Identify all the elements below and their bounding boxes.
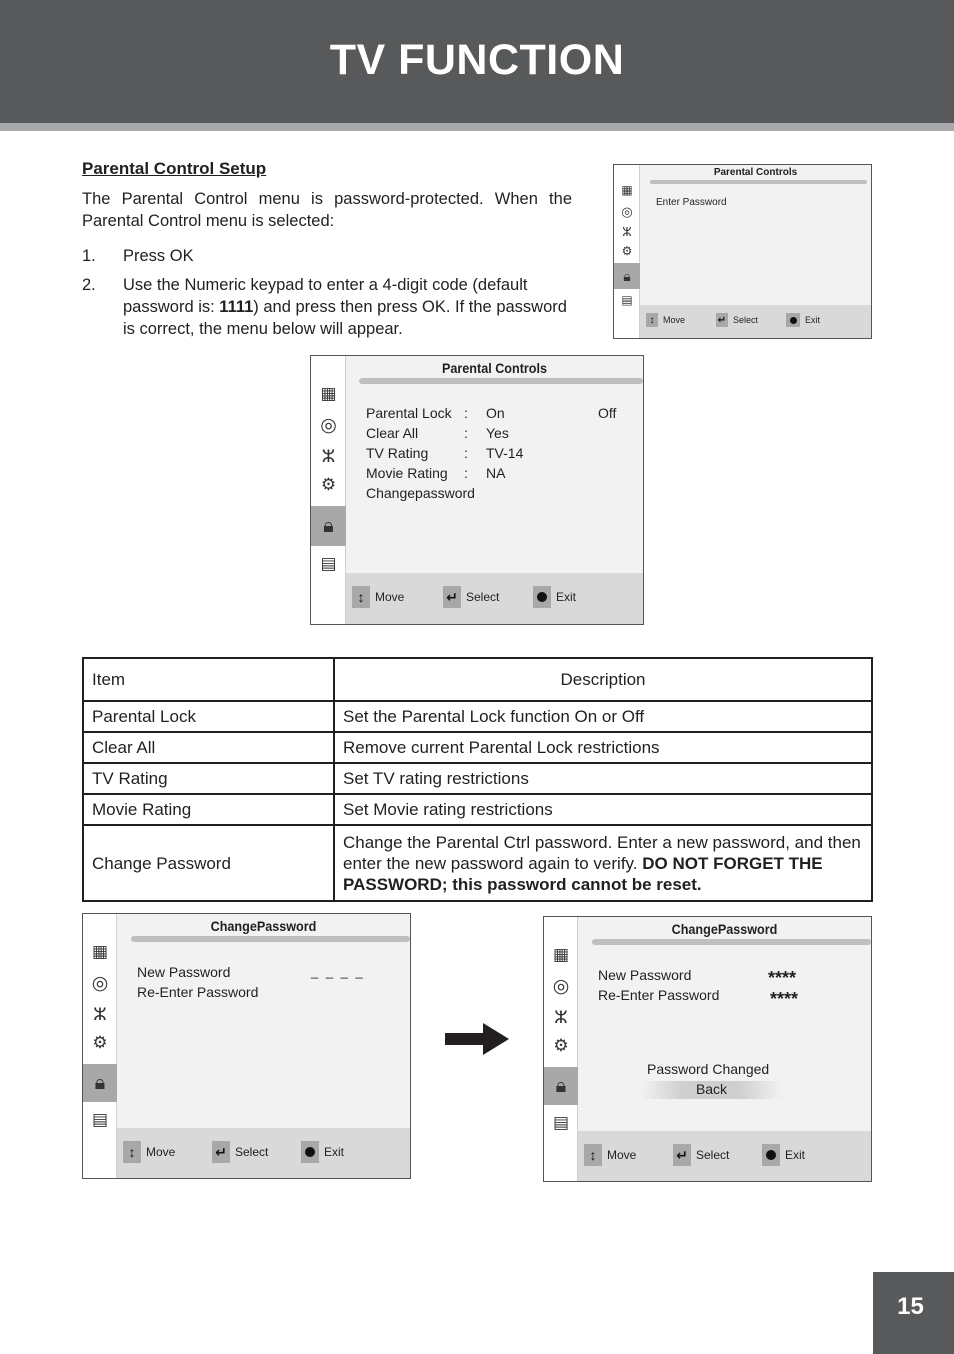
setup-icon: ⚙ <box>621 244 633 258</box>
reenter-password-label: Re-Enter Password <box>137 984 259 1000</box>
table-cell-description: Change the Parental Ctrl password. Enter a new password, and then enter the new password again to verify. DO NOT FORGET THE PASSWORD; this password cannot be reset. <box>334 825 872 901</box>
antenna-icon: ⵣ <box>321 447 336 466</box>
osd-sidebar <box>544 917 578 1181</box>
clear-all-value: Yes <box>486 425 509 441</box>
default-password: 1111 <box>219 298 254 316</box>
lock-icon[interactable]: 🔒︎ <box>544 1067 578 1105</box>
move-icon: ↕ <box>123 1141 141 1163</box>
row-separator: : <box>464 405 468 421</box>
audio-icon: ◎ <box>91 972 109 994</box>
step-number: 2. <box>82 276 96 294</box>
exit-icon <box>533 586 551 608</box>
title-bar <box>650 180 867 184</box>
table-header-description: Description <box>334 658 872 701</box>
exit-hint: Exit <box>301 1141 344 1163</box>
table-row <box>83 732 872 763</box>
menu-row-clear-all[interactable]: Clear All <box>366 425 419 441</box>
enter-icon: ↵ <box>673 1144 691 1166</box>
move-icon: ↕ <box>646 313 658 327</box>
select-hint: ↵ Select <box>212 1141 268 1163</box>
row-separator: : <box>464 445 468 461</box>
table-cell-item: Clear All <box>83 732 334 763</box>
osd-footer <box>346 573 643 625</box>
parental-lock-value: On <box>486 405 505 421</box>
table-cell-description: Set Movie rating restrictions <box>334 794 872 825</box>
pc-icon: ▤ <box>320 554 337 573</box>
menu-row-movie-rating[interactable]: Movie Rating <box>366 465 448 481</box>
antenna-icon: ⵣ <box>622 225 632 239</box>
menu-row-change-password[interactable]: Changepassword <box>366 485 475 501</box>
osd-enter-password <box>613 164 872 339</box>
tv-icon: ▦ <box>552 945 570 964</box>
setup-icon: ⚙ <box>320 475 337 494</box>
password-warning: DO NOT FORGET THE PASSWORD; this password cannot be reset. <box>343 853 823 894</box>
table-row <box>83 701 872 732</box>
new-password-field[interactable]: _ _ _ _ <box>311 964 365 979</box>
step-text: Use the Numeric keypad to enter a 4-digit code (default password is: 1111) and press then press OK. If the password is correct, the menu below will appear. <box>123 276 567 338</box>
enter-password-label: Enter Password <box>656 197 727 208</box>
select-hint: ↵ Select <box>443 586 499 608</box>
osd-footer <box>640 305 871 339</box>
header-shadow <box>0 123 954 131</box>
table-row <box>83 825 872 901</box>
description-table <box>82 657 873 902</box>
table-cell-description: Set TV rating restrictions <box>334 763 872 794</box>
osd-sidebar <box>83 914 117 1178</box>
step-2 <box>82 274 582 340</box>
table-cell-description: Set the Parental Lock function On or Off <box>334 701 872 732</box>
lock-icon[interactable]: 🔒︎ <box>83 1064 117 1102</box>
exit-icon <box>786 313 800 327</box>
row-separator: : <box>464 465 468 481</box>
lock-icon[interactable]: 🔒︎ <box>311 506 346 546</box>
step-1 <box>82 245 582 267</box>
title-bar <box>131 936 410 942</box>
antenna-icon: ⵣ <box>554 1008 568 1027</box>
setup-icon: ⚙ <box>553 1036 569 1055</box>
tv-icon: ▦ <box>320 384 337 403</box>
step-text: Press OK <box>123 247 194 265</box>
enter-icon: ↵ <box>443 586 461 608</box>
intro-paragraph: The Parental Control menu is password-protected. When the Parental Control menu is selected: <box>82 190 572 230</box>
table-header-item: Item <box>83 658 334 701</box>
osd-sidebar <box>614 165 640 338</box>
osd-change-password-done <box>543 916 872 1182</box>
table-row <box>83 763 872 794</box>
section-title: Parental Control Setup <box>82 159 267 178</box>
osd-parental-controls <box>310 355 644 625</box>
select-hint: ↵ Select <box>673 1144 729 1166</box>
reenter-password-value: **** <box>770 989 799 1009</box>
reenter-password-label: Re-Enter Password <box>598 987 720 1003</box>
back-button[interactable]: Back <box>641 1081 782 1099</box>
menu-row-tv-rating[interactable]: TV Rating <box>366 445 429 461</box>
row-separator: : <box>464 425 468 441</box>
exit-hint: Exit <box>786 313 820 327</box>
move-hint: ↕ Move <box>123 1141 175 1163</box>
osd-footer <box>117 1128 410 1179</box>
exit-icon <box>762 1144 780 1166</box>
menu-row-parental-lock[interactable]: Parental Lock <box>366 405 452 421</box>
table-header-row <box>83 658 872 701</box>
audio-icon: ◎ <box>320 414 337 436</box>
move-hint: ↕ Move <box>646 313 685 327</box>
select-hint: ↵ Select <box>717 314 759 326</box>
osd-title: ChangePassword <box>671 921 778 937</box>
osd-footer <box>578 1131 871 1182</box>
table-cell-item: TV Rating <box>83 763 334 794</box>
table-cell-item: Movie Rating <box>83 794 334 825</box>
page-title: TV FUNCTION <box>329 36 625 84</box>
osd-panel <box>640 165 871 338</box>
exit-hint: Exit <box>762 1144 805 1166</box>
osd-title: Parental Controls <box>441 360 548 376</box>
move-hint: ↕ Move <box>352 586 404 608</box>
parental-lock-option: Off <box>598 405 617 421</box>
table-row <box>83 794 872 825</box>
pc-icon: ▤ <box>621 293 633 307</box>
table-cell-description: Remove current Parental Lock restrictions <box>334 732 872 763</box>
setup-icon: ⚙ <box>92 1033 108 1052</box>
title-bar <box>359 378 643 384</box>
osd-change-password-empty <box>82 913 411 1179</box>
osd-title: Parental Controls <box>713 167 798 178</box>
movie-rating-value: NA <box>486 465 506 481</box>
osd-panel <box>117 914 410 1178</box>
osd-title: ChangePassword <box>210 918 317 934</box>
exit-hint: Exit <box>533 586 576 608</box>
pc-icon: ▤ <box>552 1113 570 1132</box>
table-cell-item: Change Password <box>83 825 334 901</box>
password-changed-message: Password Changed <box>647 1061 770 1077</box>
osd-panel <box>346 356 643 624</box>
table-cell-item: Parental Lock <box>83 701 334 732</box>
antenna-icon: ⵣ <box>93 1005 107 1024</box>
move-icon: ↕ <box>584 1144 602 1166</box>
new-password-value: **** <box>768 968 797 988</box>
move-hint: ↕ Move <box>584 1144 636 1166</box>
osd-panel <box>578 917 871 1181</box>
tv-icon: ▦ <box>621 183 633 197</box>
audio-icon: ◎ <box>552 975 570 997</box>
exit-icon <box>301 1141 319 1163</box>
move-icon: ↕ <box>352 586 370 608</box>
step-number: 1. <box>82 247 96 265</box>
lock-icon[interactable]: 🔒︎ <box>614 263 640 289</box>
osd-sidebar <box>311 356 346 624</box>
tv-rating-value: TV-14 <box>486 445 524 461</box>
arrow-right-icon <box>445 1023 511 1055</box>
pc-icon: ▤ <box>91 1110 109 1129</box>
enter-icon: ↵ <box>717 314 727 326</box>
new-password-label: New Password <box>598 967 692 983</box>
new-password-label: New Password <box>137 964 231 980</box>
audio-icon: ◎ <box>621 204 633 219</box>
enter-icon: ↵ <box>212 1141 230 1163</box>
title-bar <box>592 939 871 945</box>
page-number: 15 <box>897 1293 924 1320</box>
tv-icon: ▦ <box>91 942 109 961</box>
